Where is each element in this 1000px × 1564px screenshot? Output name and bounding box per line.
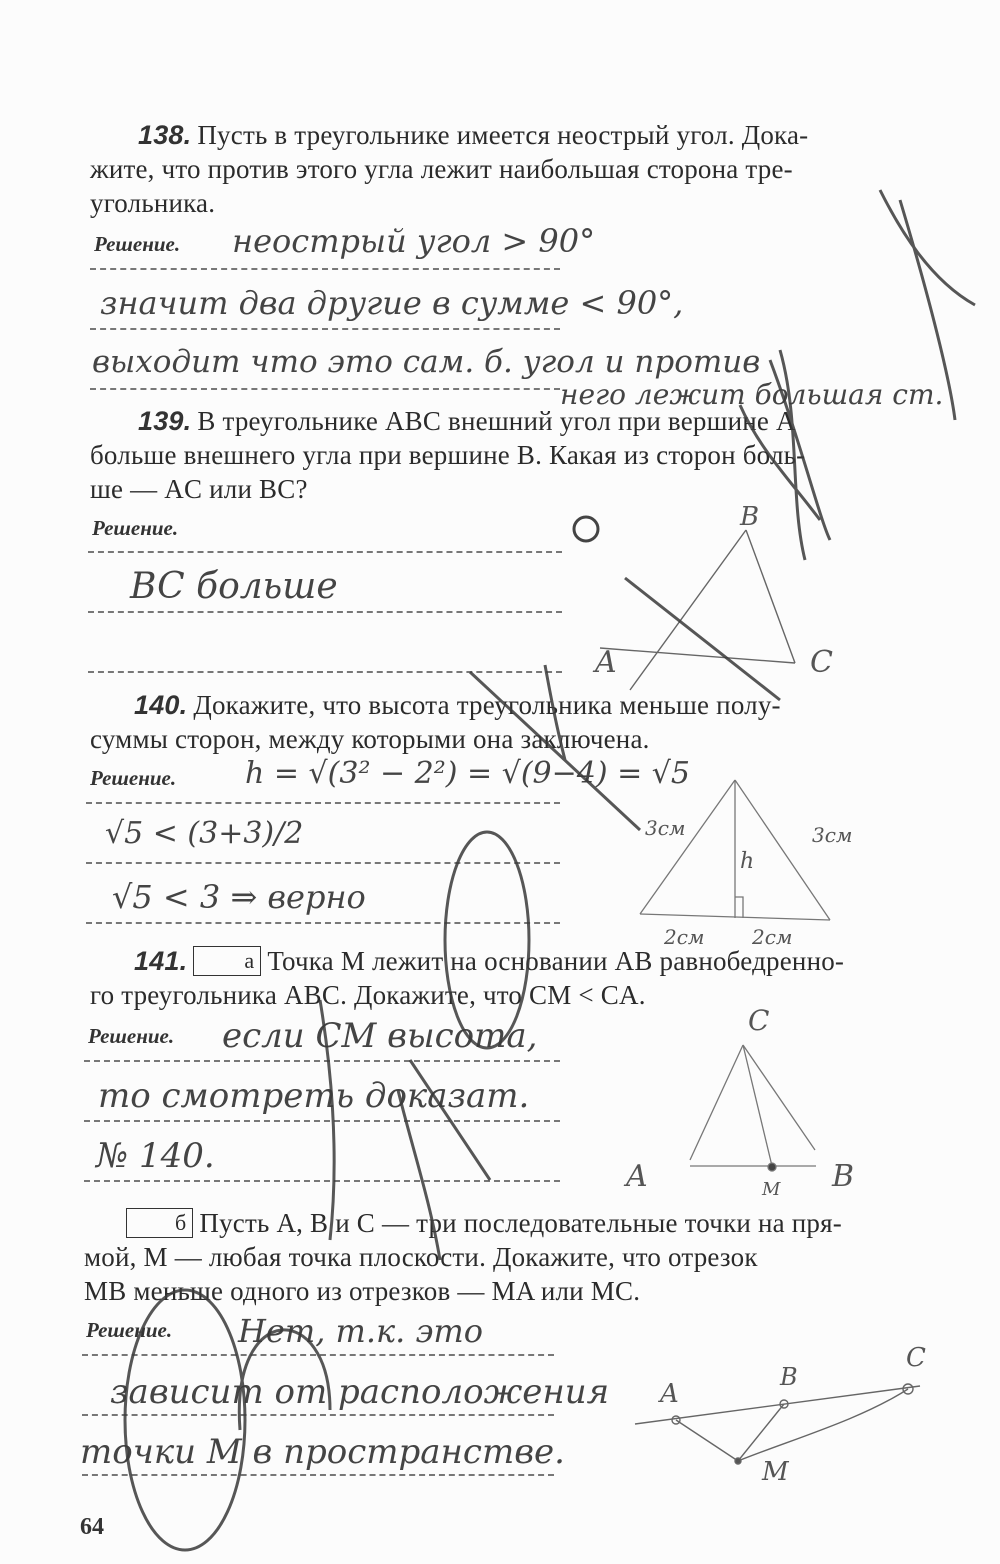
problem-text-line: Точка M лежит на основании AB равнобедренно- [267, 946, 845, 976]
handwritten-answer: Нет, т.к. это [238, 1312, 484, 1350]
problem-text-line: В треугольнике ABC внешний угол при вершине A [197, 406, 796, 436]
triangle-diagram-140 [640, 780, 830, 920]
problem-text-line: ше — AC или BC? [90, 474, 308, 504]
handwritten-answer: неострый угол > 90° [232, 222, 596, 260]
page-number: 64 [80, 1514, 104, 1540]
svg-text:M: M [762, 1179, 781, 1200]
solution-label: Решение. [90, 766, 177, 790]
handwritten-answer: h = √(3² − 2²) = √(9−4) = √5 [245, 756, 690, 791]
handwritten-answer: √5 < 3 ⇒ верно [112, 878, 366, 916]
triangle-diagram-141a [690, 1045, 816, 1171]
svg-text:A: A [626, 1159, 648, 1194]
solution-label: Решение. [92, 516, 179, 540]
diagram-label: A [595, 645, 617, 680]
handwritten-answer: то смотреть доказат. [98, 1076, 530, 1116]
problem-number: 138. [138, 120, 192, 150]
problem-text-line: мой, M — любая точка плоскости. Докажите, что отрезок [84, 1242, 758, 1272]
problem-text-line: Пусть A, B и C — три последовательные точки на пря- [199, 1208, 842, 1238]
svg-text:M: M [762, 1457, 789, 1487]
handwritten-answer: выходит что это сам. б. угол и против [92, 344, 761, 380]
handwritten-answer: него лежит большая ст. [560, 378, 944, 411]
svg-text:h: h [740, 849, 755, 874]
problem-number: 139. [138, 406, 192, 436]
problem-text-line: Пусть в треугольнике имеется неострый угол. Дока- [197, 120, 809, 150]
solution-label: Решение. [94, 232, 181, 256]
diagram-label: C [810, 645, 833, 680]
problem-text-line: Докажите, что высота треугольника меньше полу- [193, 690, 781, 720]
handwritten-answer: √5 < (3+3)/2 [105, 816, 304, 851]
svg-text:A: A [660, 1379, 679, 1409]
problem-text-line: MB меньше одного из отрезков — MA или MC. [84, 1276, 641, 1306]
svg-text:C: C [906, 1343, 926, 1373]
svg-text:3см: 3см [645, 816, 686, 840]
svg-text:B: B [832, 1159, 855, 1194]
handwritten-answer: зависит от расположения [110, 1372, 610, 1412]
problem-text-line: больше внешнего угла при вершине B. Какая из сторон боль- [90, 440, 806, 470]
solution-label: Решение. [86, 1318, 173, 1342]
problem-number: 141. [134, 946, 188, 976]
handwritten-answer: значит два другие в сумме < 90°, [100, 284, 684, 322]
problem-text-line: жите, что против этого угла лежит наибольшая сторона тре- [90, 154, 793, 184]
svg-text:2см: 2см [664, 925, 705, 949]
part-b-marker: б [126, 1208, 193, 1238]
problem-text-line: угольника. [90, 188, 216, 218]
svg-text:B: B [780, 1363, 798, 1391]
handwritten-answer: точки M в пространстве. [80, 1432, 565, 1472]
problem-text-line: го треугольника ABC. Докажите, что CM < CA. [90, 980, 646, 1010]
svg-text:2см: 2см [752, 925, 793, 949]
solution-label: Решение. [88, 1024, 175, 1048]
diagram-label: B [740, 502, 760, 532]
handwritten-answer: BC больше [130, 566, 338, 607]
stamp-scribble [125, 190, 975, 1550]
handwritten-answer: № 140. [96, 1136, 215, 1176]
svg-text:C: C [748, 1004, 770, 1037]
part-a-marker: а [193, 946, 261, 976]
problem-number: 140. [134, 690, 188, 720]
svg-text:3см: 3см [812, 823, 853, 847]
problem-text-line: суммы сторон, между которыми она заключена. [90, 724, 650, 754]
handwritten-answer: если CM высота, [222, 1016, 538, 1056]
